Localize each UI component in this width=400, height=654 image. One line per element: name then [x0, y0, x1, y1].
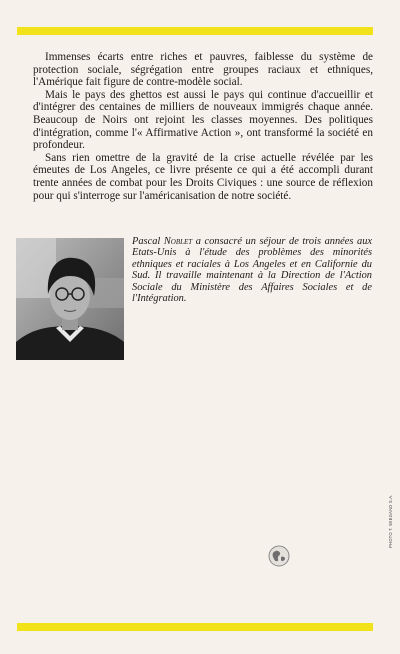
blurb-paragraph: Sans rien omettre de la gravité de la crise actuelle révélée par les émeutes de Los Angeles, ce livre présente ce qui a été accompli durant trente années de combat pour les Droits Civiques : une source de réflexion pour qui s'interroge sur l'américanisation de notre société.: [33, 151, 373, 202]
blurb-paragraph: Immenses écarts entre riches et pauvres, faiblesse du système de protection sociale, ségrégation entre groupes raciaux et ethniques, l'Amérique fait figure de contre-modèle social.: [33, 51, 373, 89]
photo-credit: PHOTO T. WIEGAND S.A.: [388, 494, 393, 548]
publisher-globe-icon: [268, 545, 290, 567]
author-last-name: Noblet: [163, 236, 193, 247]
author-bio-text: a consacré un séjour de trois années aux Etats-Unis à l'étude des problèmes des minorités ethniques et raciales à Los Angeles et en Californie du Sud. Il travaille maintenant à la Direction de l'Action Sociale du Ministère des Affaires Sociales et de l'Intégration.: [132, 236, 372, 305]
blurb-paragraph: Mais le pays des ghettos est aussi le pays qui continue d'accueillir et d'intégrer des centaines de milliers de nouveaux immigrés chaque année. Beaucoup de Noirs ont rejoint les classes moyennes. Des politiques d'intégration, comme l'« Affirmative Action », ont transformé la société en profondeur.: [33, 88, 373, 152]
author-bio: [132, 236, 372, 304]
author-first-name: Pascal: [132, 236, 161, 247]
author-photo: [16, 238, 124, 360]
top-accent-bar: [17, 27, 373, 35]
bottom-accent-bar: [17, 623, 373, 631]
back-cover-blurb: [33, 51, 373, 202]
